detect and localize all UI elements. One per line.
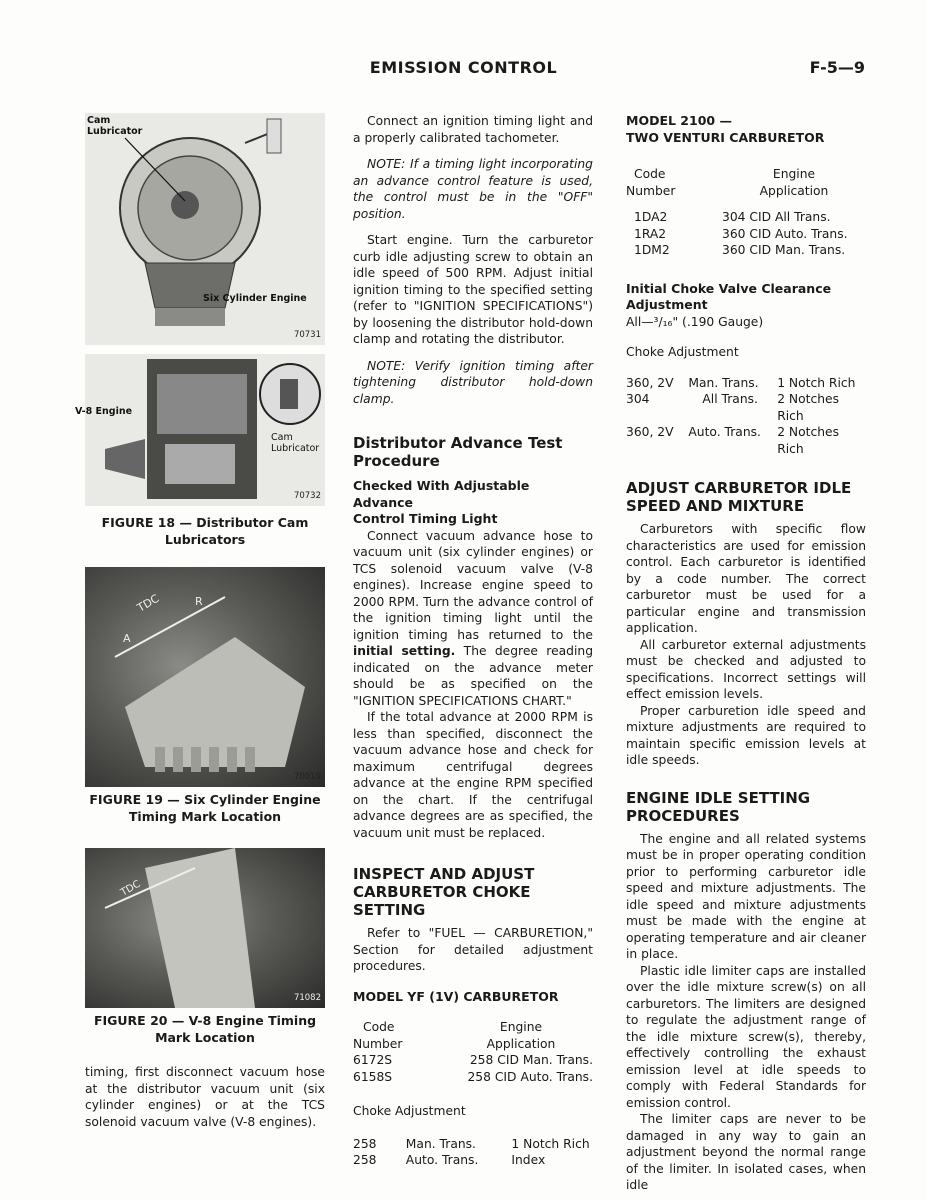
paragraph-timing: timing, first disconnect vacuum hose at the distributor vacuum unit (six cylinder engines) or at the TCS solenoid vacuum valve (V-8 engines). — [85, 1065, 325, 1129]
table-row: 258 Man. Trans. 1 Notch Rich — [353, 1136, 590, 1151]
th-application: Application — [759, 183, 829, 198]
table-row: 258 Auto. Trans. Index — [353, 1153, 546, 1167]
svg-text:A: A — [123, 632, 131, 645]
paragraph: Connect an ignition timing light and a properly calibrated tachometer. — [353, 114, 593, 145]
table-row: 6172S 258 CID Man. Trans. — [353, 1053, 593, 1067]
th-number: Number — [353, 1036, 403, 1051]
timing-mark-v8-illustration — [85, 848, 325, 1008]
label-lubricator: Lubricator — [87, 126, 143, 137]
page-header-title: EMISSION CONTROL — [369, 58, 558, 77]
figure-20-photo — [85, 848, 325, 1008]
paragraph: The limiter caps are never to be damaged in any way to gain an adjustment beyond the normal range of the limiter. In isolated cases, when idle — [626, 1112, 866, 1192]
paragraph: All carburetor external adjustments must be checked and adjusted to specifications. Incorrect settings will effect emission levels. — [626, 637, 866, 701]
paragraph: Proper carburetion idle speed and mixture adjustments are required to maintain specific emission levels at idle speeds. — [626, 703, 866, 767]
th-code: Code — [634, 167, 666, 181]
figure-number: 70019 — [293, 771, 321, 782]
paragraph: Carburetors with specific flow characteristics are used for emission control. Each carburetor is identified by a code number. The correct carburetor must be used for a particular engine and transmission application. — [626, 522, 866, 635]
section-heading: INSPECT AND ADJUST — [353, 865, 535, 883]
distributor-v8-illustration — [85, 354, 325, 506]
subheading: Checked With Adjustable Advance — [353, 478, 530, 510]
paragraph: Refer to "FUEL — CARBURETION," Section for detailed adjustment procedures. — [353, 926, 593, 973]
th-number: Number — [626, 183, 676, 198]
figure-19-caption: FIGURE 19 — Six Cylinder Engine — [89, 792, 321, 807]
choke-adjustment-table — [353, 1136, 593, 1169]
figure-19-photo — [85, 567, 325, 787]
label-six-cylinder-engine: Six Cylinder Engine — [203, 293, 307, 304]
timing-mark-six-cyl-illustration — [85, 567, 325, 787]
paragraph: If the total advance at 2000 RPM is less than specified, disconnect the vacuum advance hose and check for maximum centrifugal degrees advance at the engine RPM specified on the chart. If the centrifugal advance degrees are as specified, the vacuum unit must be replaced. — [353, 710, 593, 840]
page-number: F-5—9 — [809, 58, 865, 77]
svg-text:R: R — [195, 595, 203, 608]
section-heading-2: CARBURETOR CHOKE SETTING — [353, 883, 531, 919]
th-engine: Engine — [499, 1020, 543, 1034]
label-cam-v8: Cam — [271, 432, 293, 443]
figure-number: 70732 — [293, 490, 321, 501]
yf-carburetor-table — [353, 1019, 593, 1085]
label-v8-engine: V-8 Engine — [75, 406, 133, 417]
figure-18-caption: FIGURE 18 — Distributor Cam — [101, 515, 309, 530]
initial-choke-value: All—³/₁₆" (.190 Gauge) — [626, 314, 764, 329]
note: NOTE: Verify ignition timing after tightening distributor hold-down clamp. — [353, 358, 593, 406]
th-application: Application — [486, 1036, 556, 1051]
th-engine: Engine — [772, 167, 816, 181]
figure-number: 70731 — [293, 329, 321, 340]
figure-19-caption-2: Timing Mark Location — [128, 809, 282, 824]
subheading-yf: MODEL YF (1V) CARBURETOR — [353, 988, 559, 1004]
label-lubricator-v8: Lubricator — [271, 443, 320, 454]
figure-number: 71082 — [293, 992, 321, 1003]
paragraph: The engine and all related systems must be in proper operating condition prior to performing carburetor idle speed and mixture adjustments. The idle speed and mixture adjustments must be made with the engine at operating temperature and air cleaner in place. — [626, 831, 866, 961]
section-heading: ENGINE IDLE SETTING — [626, 788, 811, 807]
column-right — [626, 113, 866, 1194]
initial-choke-heading: Initial Choke Valve Clearance Adjustment — [626, 280, 832, 312]
section-heading-2: PROCEDURES — [626, 806, 740, 825]
choke-adjustment-table — [626, 375, 866, 458]
figure-18-six-cylinder — [85, 113, 325, 345]
table-row: 360, 2V Auto. Trans. 2 Notches Rich — [626, 425, 839, 456]
th-code: Code — [363, 1020, 395, 1034]
paragraph: Plastic idle limiter caps are installed over the idle mixture screw(s) on all carburetors. The limiters are designed to regulate the adjustment range of the idle mixture screw(s), thereby, effectively controlling the exhaust emission level at idle speeds to comply with Federal Standards for emission control. — [626, 963, 866, 1110]
svg-text:TDC: TDC — [135, 591, 162, 615]
svg-text:TDC: TDC — [119, 878, 143, 899]
column-middle — [353, 113, 593, 1169]
table-row: 1RA2 360 CID Auto. Trans. — [634, 226, 848, 241]
table-row: 1DA2 304 CID All Trans. — [634, 210, 831, 224]
figure-20-caption-2: Mark Location — [155, 1030, 255, 1045]
subheading-2100-2: TWO VENTURI CARBURETOR — [626, 129, 825, 145]
section-heading-2: Procedure — [353, 452, 440, 470]
column-left — [75, 113, 325, 1130]
figure-18-v8 — [75, 354, 325, 506]
choke-adjustment-title: Choke Adjustment — [626, 345, 739, 359]
subheading-2: Control Timing Light — [353, 511, 498, 526]
section-heading-2: SPEED AND MIXTURE — [626, 497, 805, 515]
section-heading: Distributor Advance Test — [353, 434, 563, 452]
table-row: 304 All Trans. 2 Notches Rich — [626, 392, 839, 423]
section-heading: ADJUST CARBURETOR IDLE — [626, 479, 852, 497]
figure-18-caption-2: Lubricators — [164, 532, 246, 547]
table-row: 6158S 258 CID Auto. Trans. — [353, 1069, 593, 1084]
model-2100-table — [626, 166, 866, 259]
choke-adjustment-title: Choke Adjustment — [353, 1104, 466, 1118]
table-row: 360, 2V Man. Trans. 1 Notch Rich — [626, 375, 856, 390]
label-cam: Cam — [87, 115, 111, 126]
figure-20-caption: FIGURE 20 — V-8 Engine Timing — [93, 1013, 317, 1028]
paragraph-advance: Connect vacuum advance hose to vacuum unit (six cylinder engines) or TCS solenoid vacuum valve (V-8 engines). Increase engine speed to 2000 RPM. Turn the advance control of the ignition timing light until the ignition timing has returned to the initial setting. The degree reading indicated on the advance meter should be as specified on the "IGNITION SPECIFICATIONS CHART." — [353, 528, 593, 708]
subheading-2100: MODEL 2100 — — [626, 113, 732, 128]
paragraph: Start engine. Turn the carburetor curb idle adjusting screw to obtain an idle speed of 500 RPM. Adjust initial ignition timing to the specified setting (refer to "IGNITION SPECIFICATIONS") by loosening the distributor hold-down clamp and rotating the distributor. — [353, 233, 593, 346]
distributor-six-cyl-illustration — [85, 113, 325, 345]
table-row: 1DM2 360 CID Man. Trans. — [634, 243, 846, 257]
note: NOTE: If a timing light incorporating an advance control feature is used, the control must be in the "OFF" position. — [353, 157, 593, 221]
